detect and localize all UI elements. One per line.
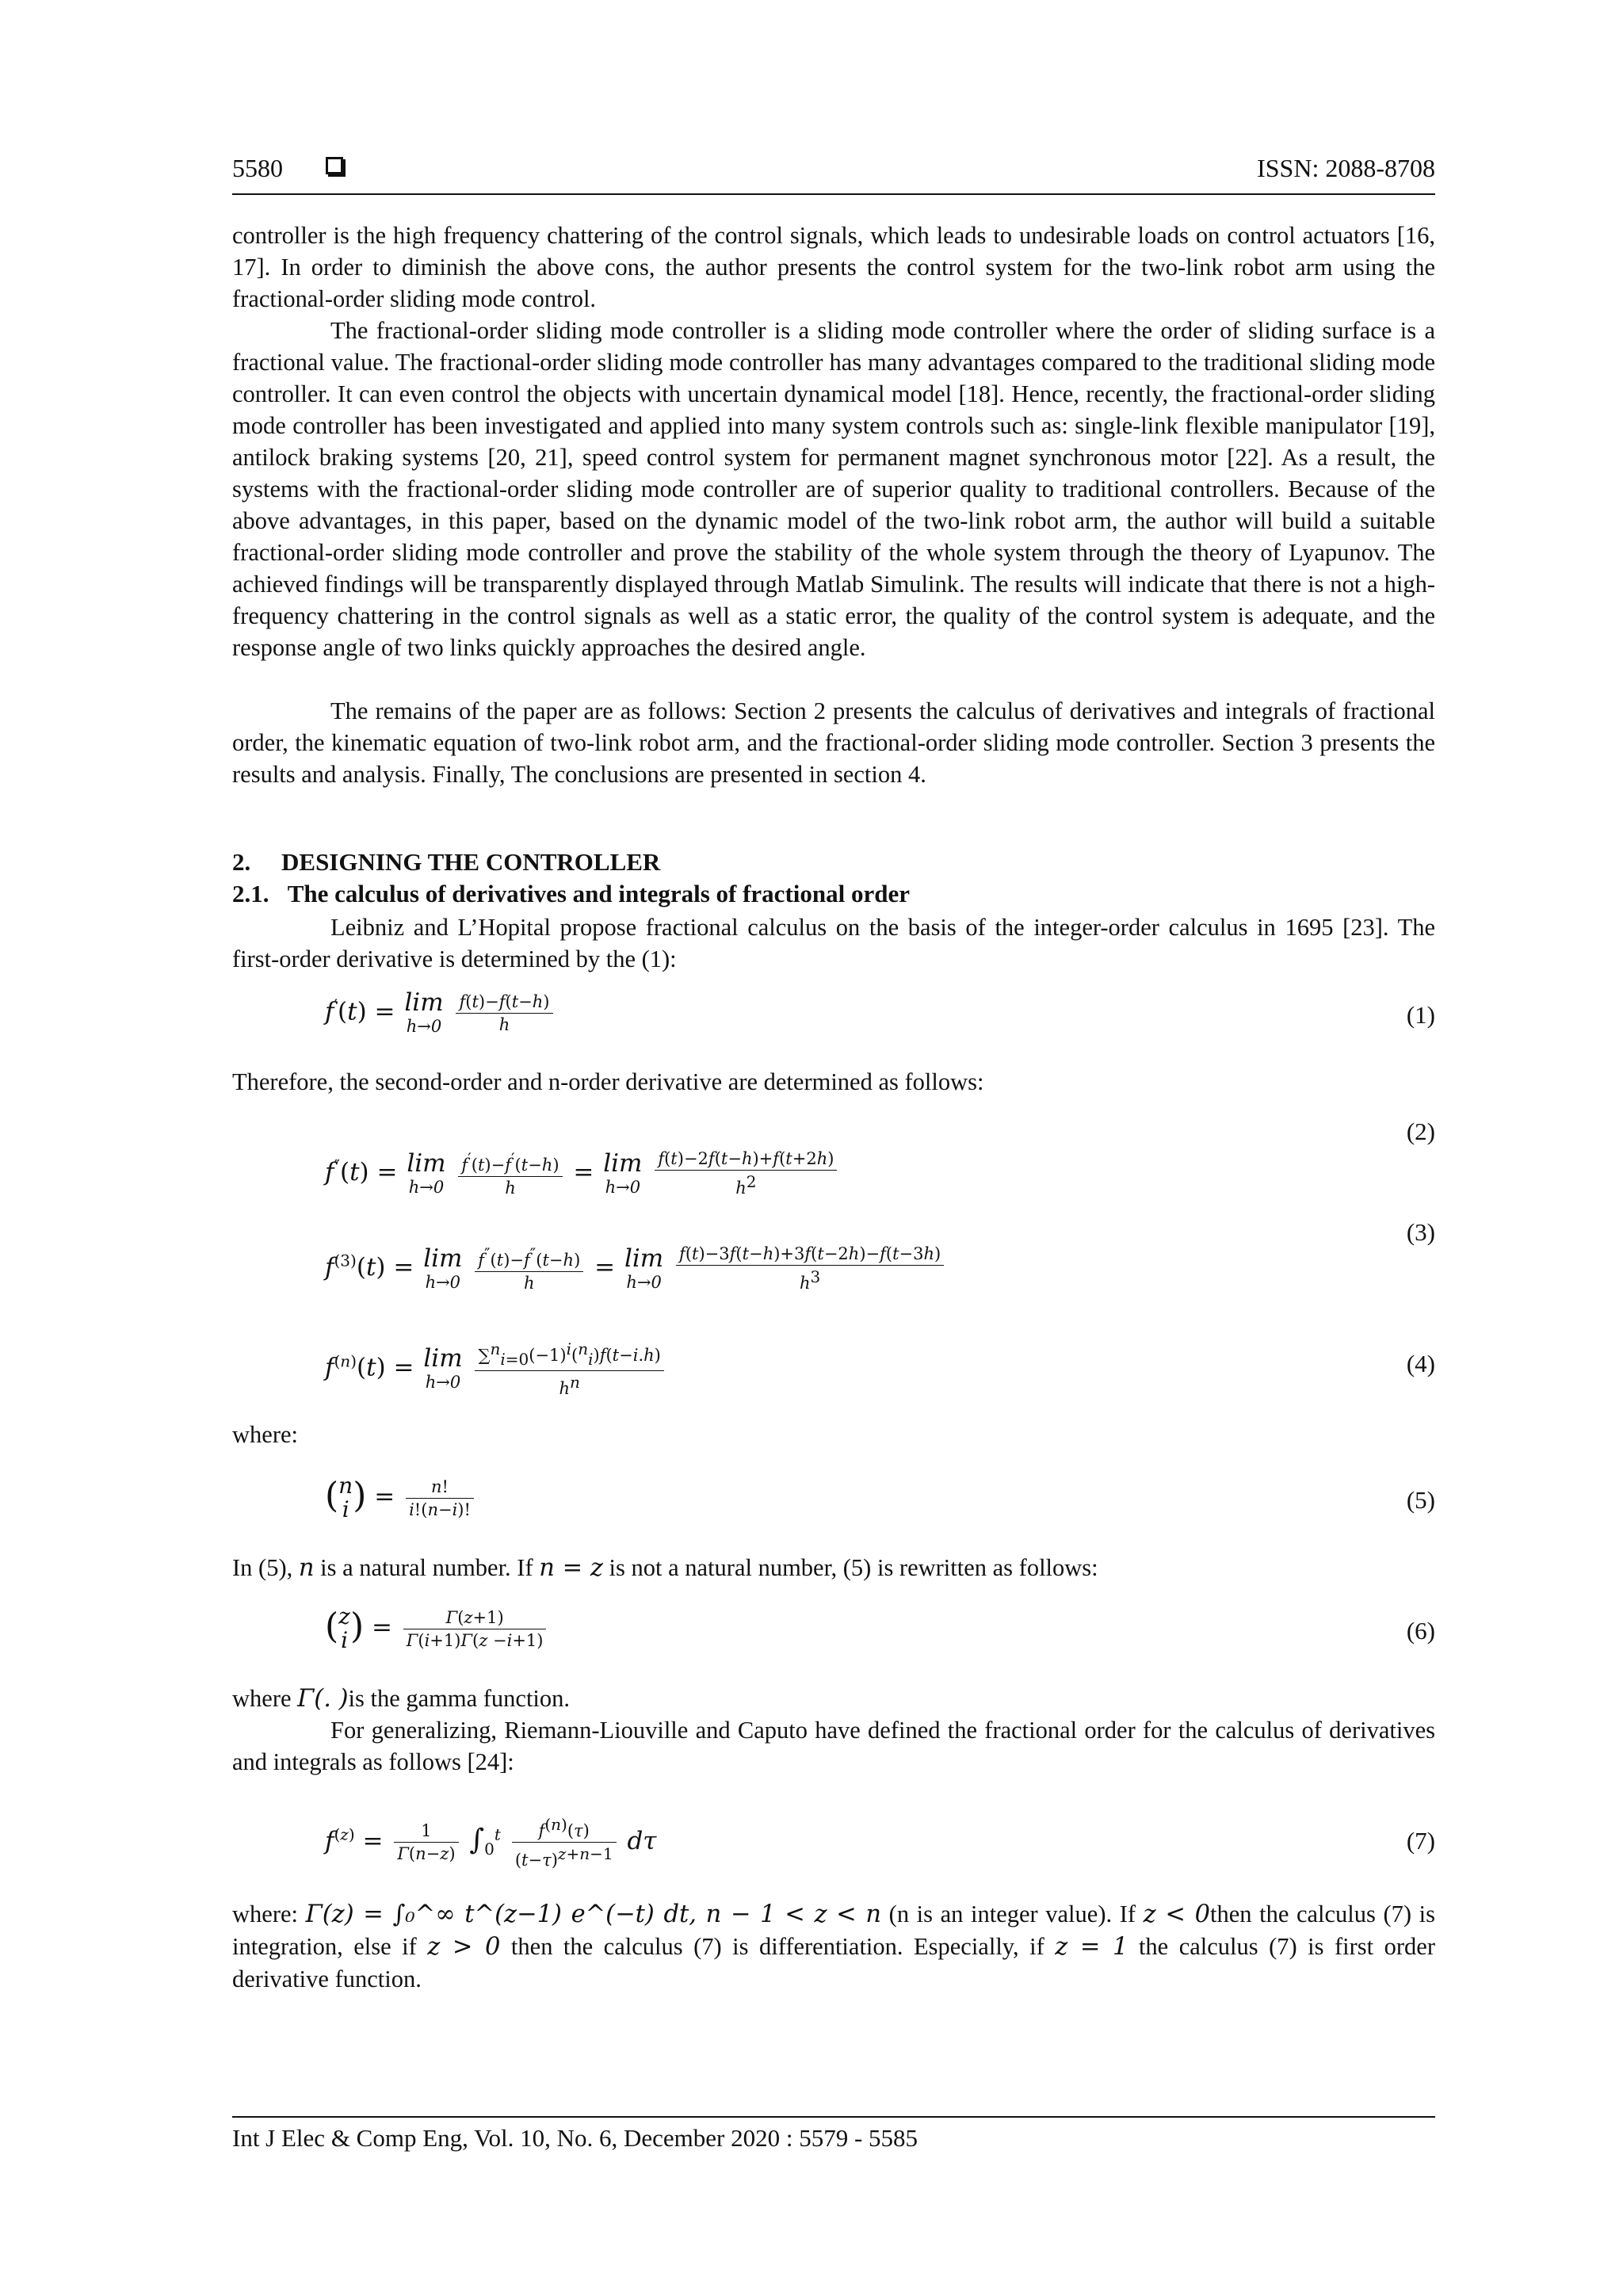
equation-5: (n i ) = $\frac{n!}{i!(n-i)!}$ xyxy=(325,1474,477,1522)
footer-rule xyxy=(232,2116,1435,2118)
paragraph-2: The fractional-order sliding mode controller is a sliding mode controller where the order of sliding surface is a fractional value. The fractional-order sliding mode controller has many advantages compared to the traditional sliding mode controller. It can even control the objects with uncertain dynamical model [18]. Hence, recently, the fractional-order sliding mode controller has been investigated and applied into many system controls such as: single-link flexible manipulator [19], antilock braking systems [20, 21], speed control system for permanent magnet synchronous motor [22]. As a result, the systems with the fractional-order sliding mode controller are of superior quality to traditional controllers. Because of the above advantages, in this paper, based on the dynamic model of the two-link robot arm, the author will build a suitable fractional-order sliding mode controller and prove the stability of the whole system through the theory of Lyapunov. The achieved findings will be transparently displayed through Matlab Simulink. The results will indicate that there is not a high-frequency chattering in the control signals as well as a static error, the quality of the control system is adequate, and the response angle of two links quickly approaches the desired angle. xyxy=(232,317,1435,661)
section-heading-2-1: 2.1. The calculus of derivatives and integrals of fractional order xyxy=(232,880,910,907)
equation-number-3: (3) xyxy=(1406,1218,1435,1246)
paragraph-3: The remains of the paper are as follows: Section 2 presents the calculus of derivatives and integrals of fractional order, the kinematic equation of two-link robot arm, and the fractional-order sliding mode controller. Section 3 presents the results and analysis. Finally, The conclusions are presented in section 4. xyxy=(232,697,1435,788)
equation-number-4: (4) xyxy=(1406,1350,1435,1377)
where-label-1: where: xyxy=(232,1421,298,1448)
paragraph-9: where: Γ(z) = ∫₀^∞ t^(z−1) e^(−t) dt, n − 1 < z < n (n is an integer value). If z < 0then the calculus (7) is integration, else if z > 0 then the calculus (7) is differentiation. Especially, if z = 1 the calculus (7) is first order derivative function. xyxy=(232,1901,1436,1992)
paragraph-6: In (5), n is a natural number. If n = z is not a natural number, (5) is rewritten as follows: xyxy=(232,1554,1098,1582)
equation-3: $f^{(3)}(t)$ = lim h→0 $\frac{f''(t)-f''(t-h)}{h}$ = lim h→0 $\frac{f(t)-3f(t-h)+3f(t-2h)-f(t-3h)}{h^3}$ xyxy=(325,1244,947,1293)
issn: ISSN: 2088-8708 xyxy=(1257,154,1435,182)
equation-number-2: (2) xyxy=(1406,1117,1435,1145)
header-rule xyxy=(232,193,1435,195)
equation-4: $f^{(n)}(t)$ = lim h→0 $\frac{\sum^n_{i=0}(-1)^i(^n_i)f(t-i.h)}{h^n}$ xyxy=(325,1339,667,1398)
paragraph-7: where Γ(. )is the gamma function. xyxy=(232,1685,571,1713)
equation-6: (z i) = $\frac{\Gamma(z+1)}{\Gamma(i+1)\Gamma(z -i+1)}$ xyxy=(325,1605,549,1652)
section-heading-2: 2. DESIGNING THE CONTROLLER xyxy=(232,848,661,876)
equation-2: f″(t) = lim h→0 $\frac{f'(t)-f'(t-h)}{h}$ = lim h→0 $\frac{f(t)-2f(t-h)+f(t+2h)}{h^2}$ xyxy=(325,1149,840,1198)
equation-number-7: (7) xyxy=(1406,1827,1435,1855)
page-number: 5580 xyxy=(232,154,283,182)
equation-number-1: (1) xyxy=(1406,1001,1435,1029)
equation-number-6: (6) xyxy=(1406,1617,1435,1645)
square-bullet-icon xyxy=(326,157,343,174)
page-header xyxy=(232,154,1435,189)
paragraph-8: For generalizing, Riemann-Liouville and Caputo have defined the fractional order for the calculus of derivatives and integrals as follows [24]: xyxy=(232,1717,1435,1775)
journal-citation: Int J Elec & Comp Eng, Vol. 10, No. 6, December 2020 : 5579 - 5585 xyxy=(232,2124,918,2152)
paragraph-1: controller is the high frequency chattering of the control signals, which leads to undesirable loads on control actuators [16, 17]. In order to diminish the above cons, the author presents the control system for the two-link robot arm using the fractional-order sliding mode control. xyxy=(232,222,1435,312)
paragraph-5: Therefore, the second-order and n-order derivative are determined as follows: xyxy=(232,1068,984,1095)
equation-7: $f^{(z)}$ = $\frac{1}{\Gamma(n-z)}$ $\int_0^t$ $\frac{f^{(n)}(\tau)}{(t-\tau)^{z+n-1}}$ dτ xyxy=(325,1815,657,1870)
equation-1: f′(t) = lim h→0 $\frac{f(t)-f(t-h)}{h}$ xyxy=(325,991,556,1035)
paragraph-4: Leibniz and L’Hopital propose fractional calculus on the basis of the integer-order calculus in 1695 [23]. The first-order derivative is determined by the (1): xyxy=(232,914,1435,972)
equation-number-5: (5) xyxy=(1406,1486,1435,1514)
